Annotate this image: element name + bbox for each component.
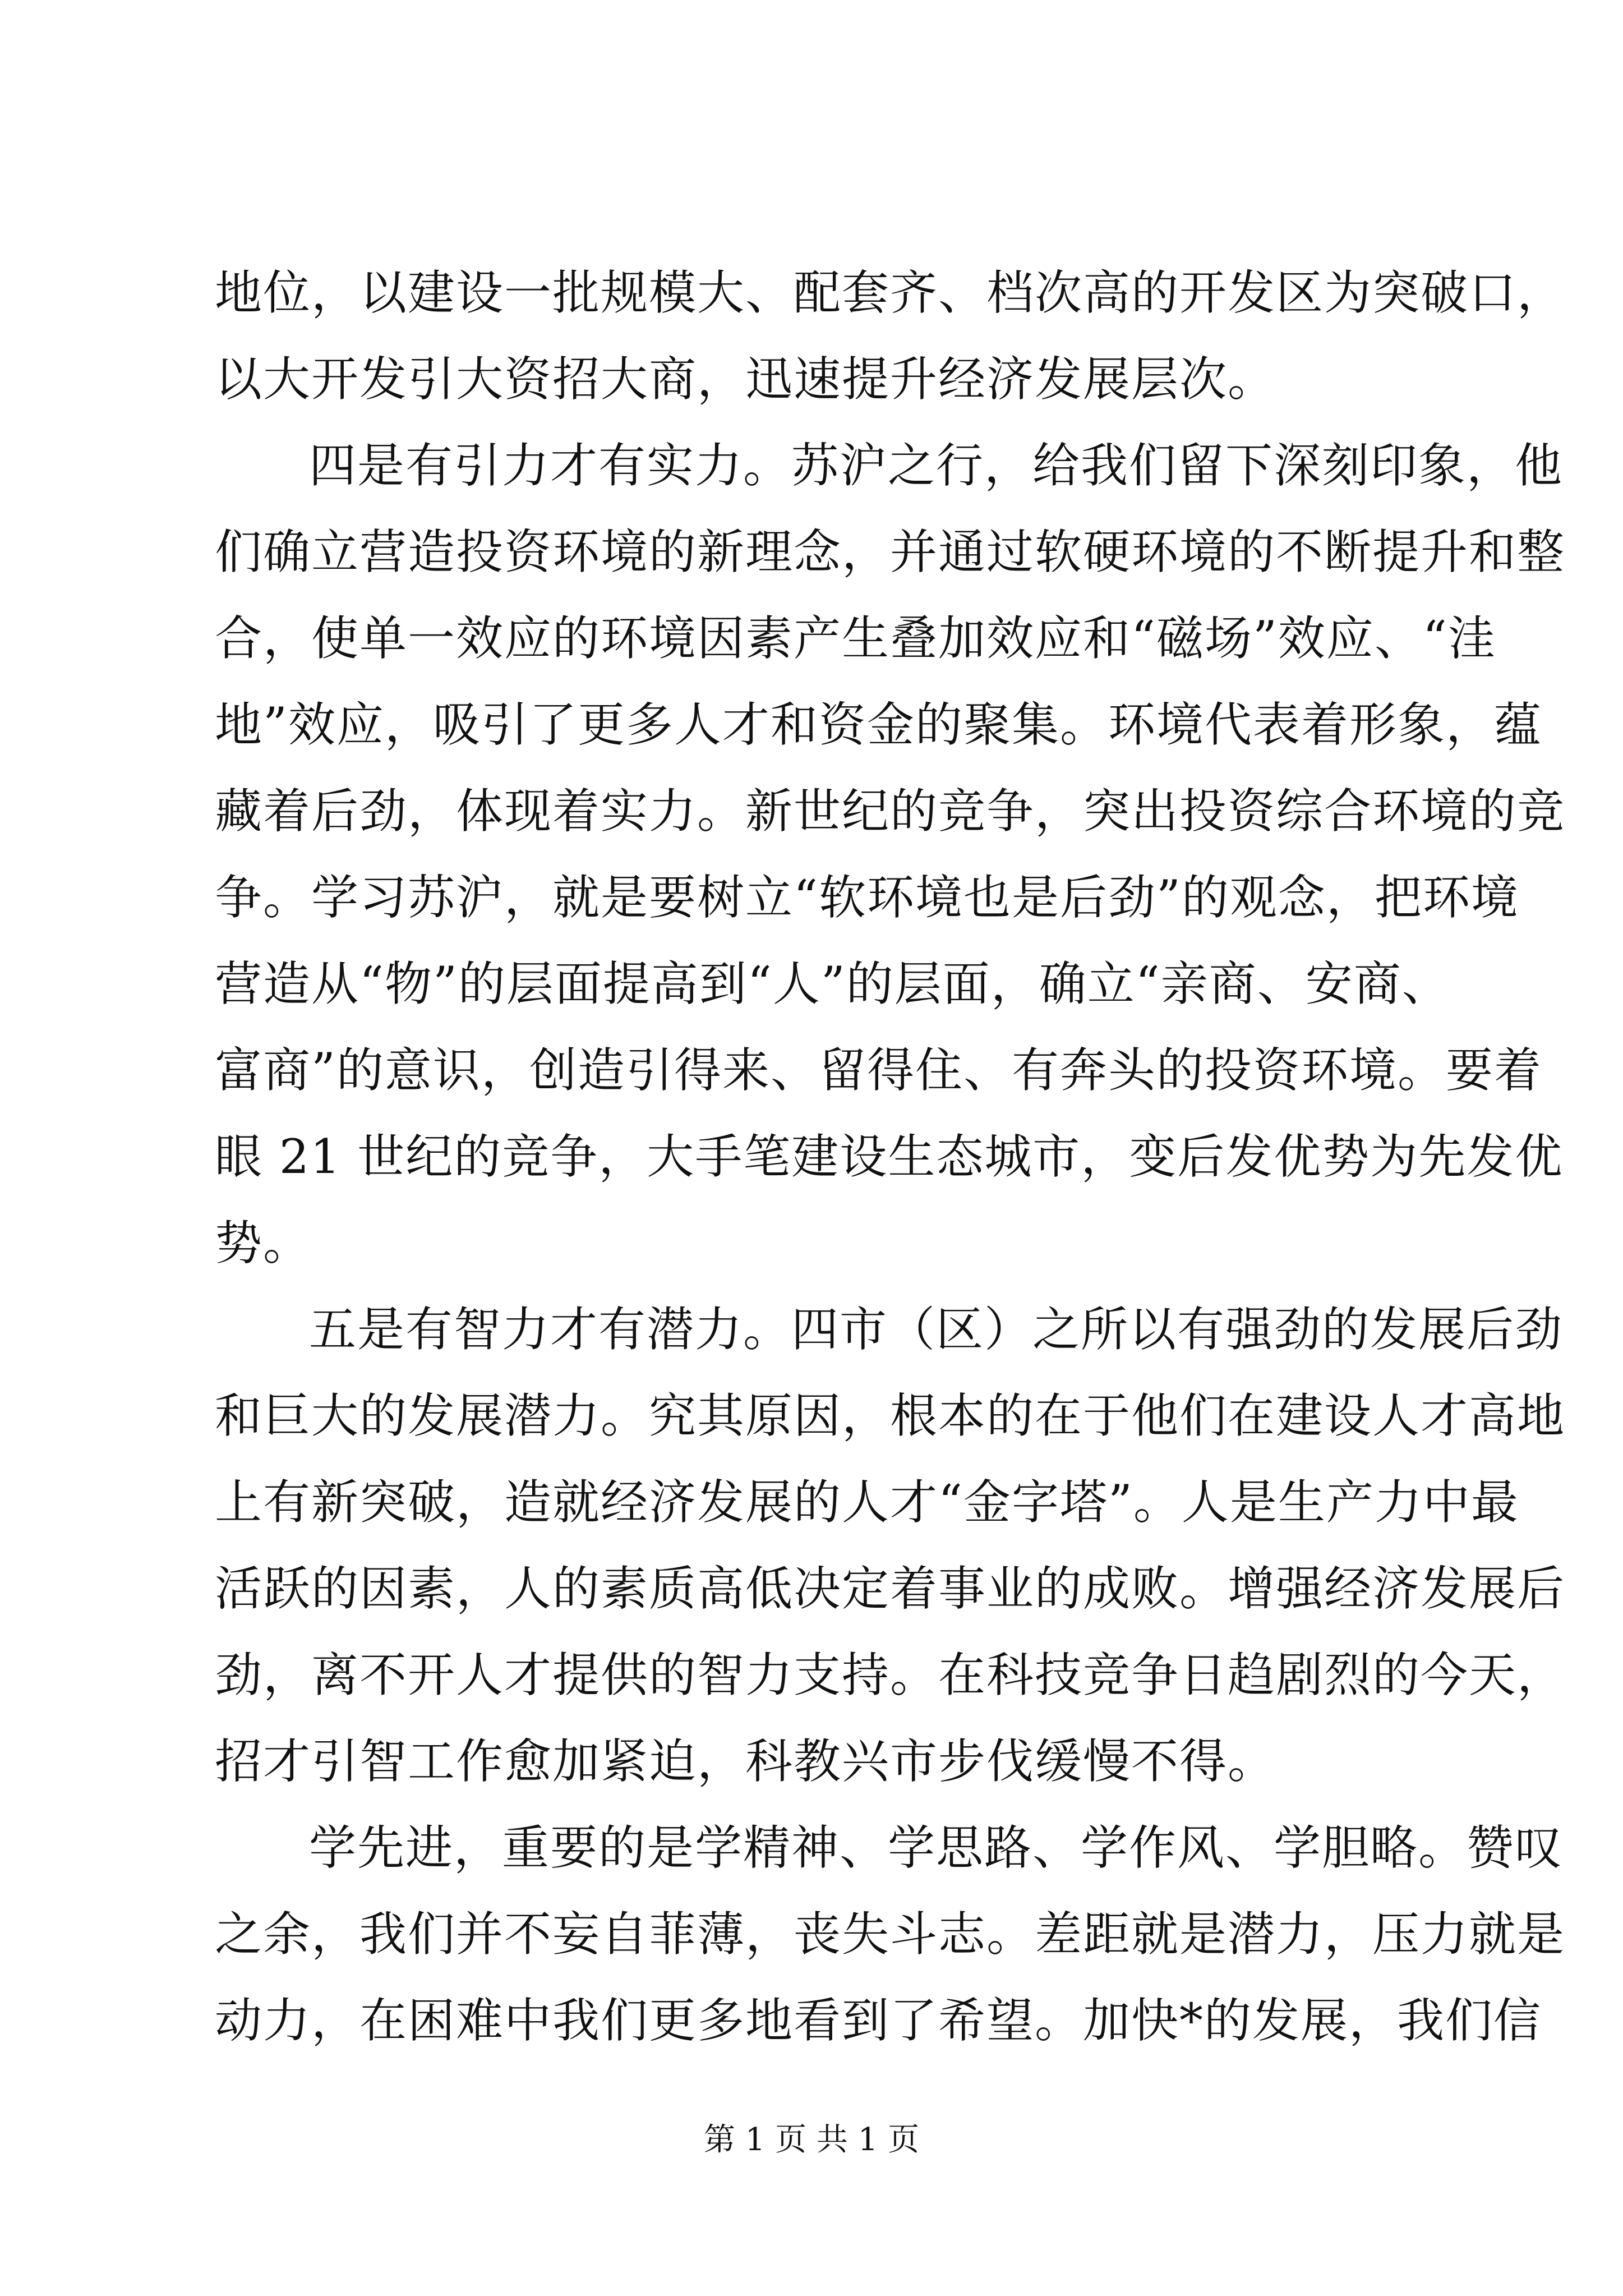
text-line: 势。: [215, 1216, 312, 1271]
text-line: 富商”的意识，创造引得来、留得住、有奔头的投资环境。要着: [215, 1043, 1542, 1098]
text-line: 以大开发引大资招大商，迅速提升经济发展层次。: [215, 352, 1276, 407]
text-line: 之余，我们并不妄自菲薄，丧失斗志。差距就是潜力，压力就是: [215, 1907, 1566, 1962]
text-line: 招才引智工作愈加紧迫，科教兴市步伐缓慢不得。: [215, 1734, 1276, 1789]
text-line: 劲，离不开人才提供的智力支持。在科技竞争日趋剧烈的今天，: [215, 1648, 1566, 1703]
text-line: 争。学习苏沪，就是要树立“软环境也是后劲”的观念，把环境: [215, 870, 1519, 925]
text-line: 四是有引力才有实力。苏沪之行，给我们留下深刻印象，他: [309, 438, 1564, 493]
text-line: 动力，在困难中我们更多地看到了希望。加快*的发展，我们信: [215, 1993, 1542, 2048]
text-line: 上有新突破，造就经济发展的人才“金字塔”。人是生产力中最: [215, 1475, 1519, 1530]
text-line: 活跃的因素，人的素质高低决定着事业的成败。增强经济发展后: [215, 1561, 1566, 1616]
text-line: 藏着后劲，体现着实力。新世纪的竞争，突出投资综合环境的竞: [215, 784, 1566, 839]
text-line: 学先进，重要的是学精神、学思路、学作风、学胆略。赞叹: [309, 1820, 1564, 1875]
text-line: 五是有智力才有潜力。四市（区）之所以有强劲的发展后劲: [309, 1302, 1564, 1357]
text-line: 地位，以建设一批规模大、配套齐、档次高的开发区为突破口，: [215, 265, 1566, 320]
page-footer: 第 1 页 共 1 页: [703, 2122, 920, 2158]
text-line: 们确立营造投资环境的新理念，并通过软硬环境的不断提升和整: [215, 524, 1566, 579]
text-line: 合，使单一效应的环境因素产生叠加效应和“磁场”效应、“洼: [215, 611, 1496, 666]
document-body: [215, 250, 1566, 2064]
text-line: 和巨大的发展潜力。究其原因，根本的在于他们在建设人才高地: [215, 1388, 1566, 1443]
text-line: 营造从“物”的层面提高到“人”的层面，确立“亲商、安商、: [215, 956, 1450, 1011]
text-line: 地”效应，吸引了更多人才和资金的聚集。环境代表着形象，蕴: [215, 697, 1542, 752]
text-line: 眼 21 世纪的竞争，大手笔建设生态城市，变后发优势为先发优: [215, 1129, 1564, 1184]
